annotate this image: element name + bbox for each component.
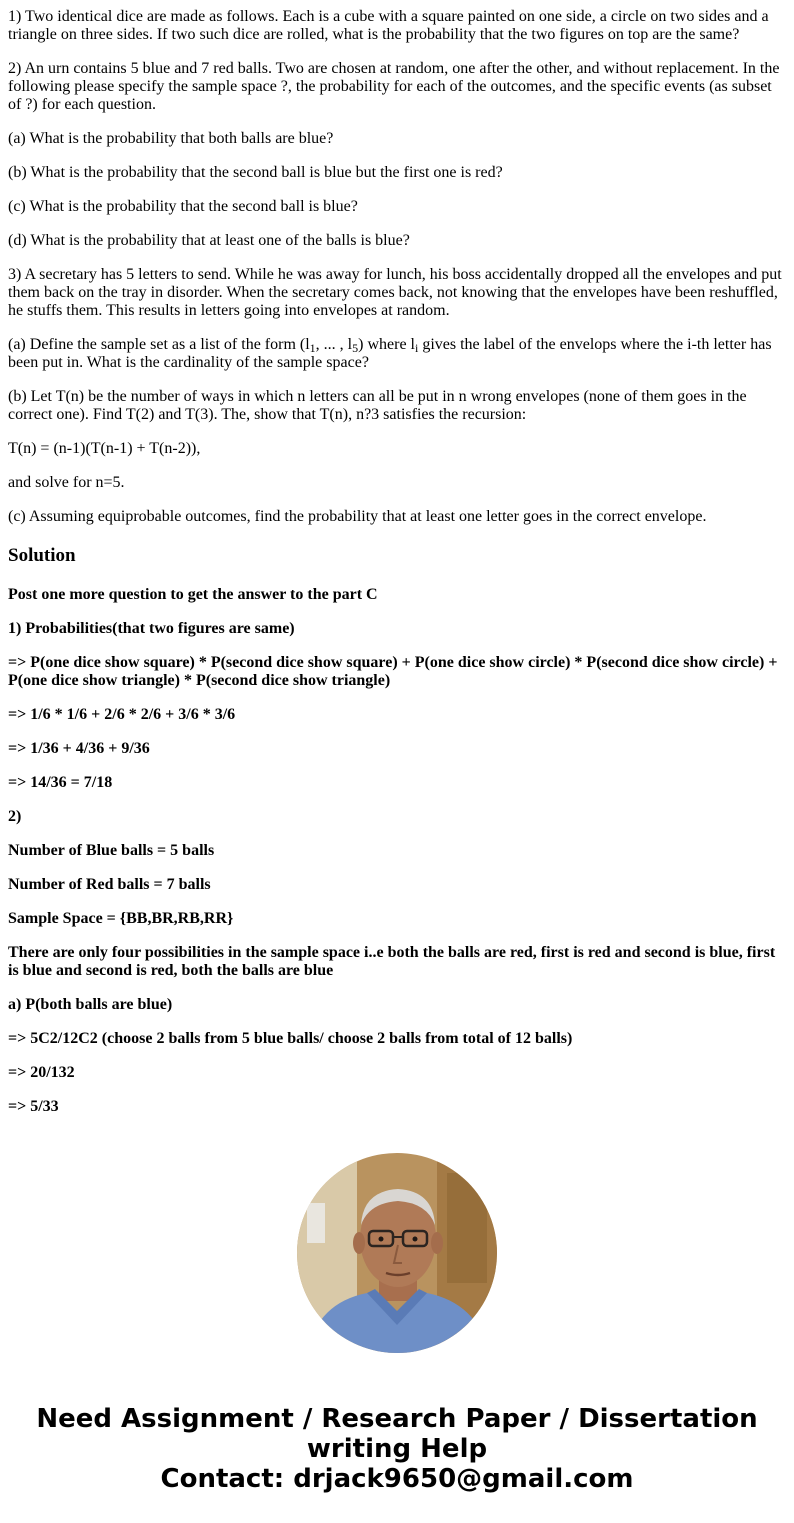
tutor-avatar bbox=[297, 1153, 497, 1353]
document-body bbox=[8, 0, 786, 1132]
question-2b: (b) What is the probability that the second ball is blue but the first one is red? bbox=[8, 164, 503, 181]
solution-line: => 5C2/12C2 (choose 2 balls from 5 blue balls/ choose 2 balls from total of 12 balls) bbox=[8, 1030, 573, 1047]
avatar-photo bbox=[297, 1153, 497, 1353]
question-2a: (a) What is the probability that both balls are blue? bbox=[8, 130, 334, 147]
solution-line: a) P(both balls are blue) bbox=[8, 996, 173, 1013]
solution-line: => 1/6 * 1/6 + 2/6 * 2/6 + 3/6 * 3/6 bbox=[8, 706, 236, 723]
question-3a: (a) Define the sample set as a list of the form ($l_1$, ... , $l_5$) where $l_i$ gives the label of the envelops where the i-th letter has been put in. What is the cardinality of the sample space? bbox=[8, 336, 772, 371]
question-2d: (d) What is the probability that at least one of the balls is blue? bbox=[8, 232, 410, 249]
solution-line: 1) Probabilities(that two figures are same) bbox=[8, 620, 295, 637]
solution-line: => P(one dice show square) * P(second dice show square) + P(one dice show circle) * P(second dice show circle) + P(one dice show triangle) * P(second dice show triangle) bbox=[8, 654, 778, 689]
solution-body bbox=[8, 586, 786, 1116]
solution-heading: Solution bbox=[8, 545, 76, 566]
promo-contact: Contact: drjack9650@gmail.com bbox=[160, 1464, 634, 1494]
question-3c: (c) Assuming equiprobable outcomes, find the probability that at least one letter goes in the correct envelope. bbox=[8, 508, 707, 525]
solution-line: There are only four possibilities in the sample space i..e both the balls are red, first is red and second is blue, first is blue and second is red, both the balls are blue bbox=[8, 944, 776, 979]
solution-line: => 1/36 + 4/36 + 9/36 bbox=[8, 740, 150, 757]
solution-line: Post one more question to get the answer to the part C bbox=[8, 586, 378, 603]
question-2: 2) An urn contains 5 blue and 7 red balls. Two are chosen at random, one after the other, and without replacement. In the following please specify the sample space ?, the probability for each of the outcomes, and the specific events (as subset of ?) for each question. bbox=[8, 60, 780, 113]
solution-line: Number of Blue balls = 5 balls bbox=[8, 842, 215, 859]
question-3b: (b) Let T(n) be the number of ways in which n letters can all be put in n wrong envelopes (none of them goes in the correct one). Find T(2) and T(3). The, show that T(n), n?3 satisfies the recursion: bbox=[8, 388, 747, 423]
question-2c: (c) What is the probability that the second ball is blue? bbox=[8, 198, 358, 215]
solution-line: Sample Space = {BB,BR,RB,RR} bbox=[8, 910, 234, 927]
solution-line: => 14/36 = 7/18 bbox=[8, 774, 113, 791]
solution-line: Number of Red balls = 7 balls bbox=[8, 876, 211, 893]
recursion-formula: T(n) = (n-1)(T(n-1) + T(n-2)), bbox=[8, 440, 201, 457]
solution-line: => 20/132 bbox=[8, 1064, 75, 1081]
question-1: 1) Two identical dice are made as follows. Each is a cube with a square painted on one side, a circle on two sides and a triangle on three sides. If two such dice are rolled, what is the probability that the two figures on top are the same? bbox=[8, 8, 769, 43]
solution-line: => 5/33 bbox=[8, 1098, 59, 1115]
solution-line: 2) bbox=[8, 808, 22, 825]
promo-banner bbox=[0, 1404, 794, 1494]
promo-line-1: Need Assignment / Research Paper / Dissertation bbox=[36, 1404, 758, 1434]
solve-instruction: and solve for n=5. bbox=[8, 474, 125, 491]
promo-line-2: writing Help bbox=[306, 1434, 488, 1464]
question-3: 3) A secretary has 5 letters to send. While he was away for lunch, his boss accidentally dropped all the envelopes and put them back on the tray in disorder. When the secretary comes back, not knowing that the envelopes have been reshuffled, he stuffs them. This results in letters going into envelopes at random. bbox=[8, 266, 782, 319]
